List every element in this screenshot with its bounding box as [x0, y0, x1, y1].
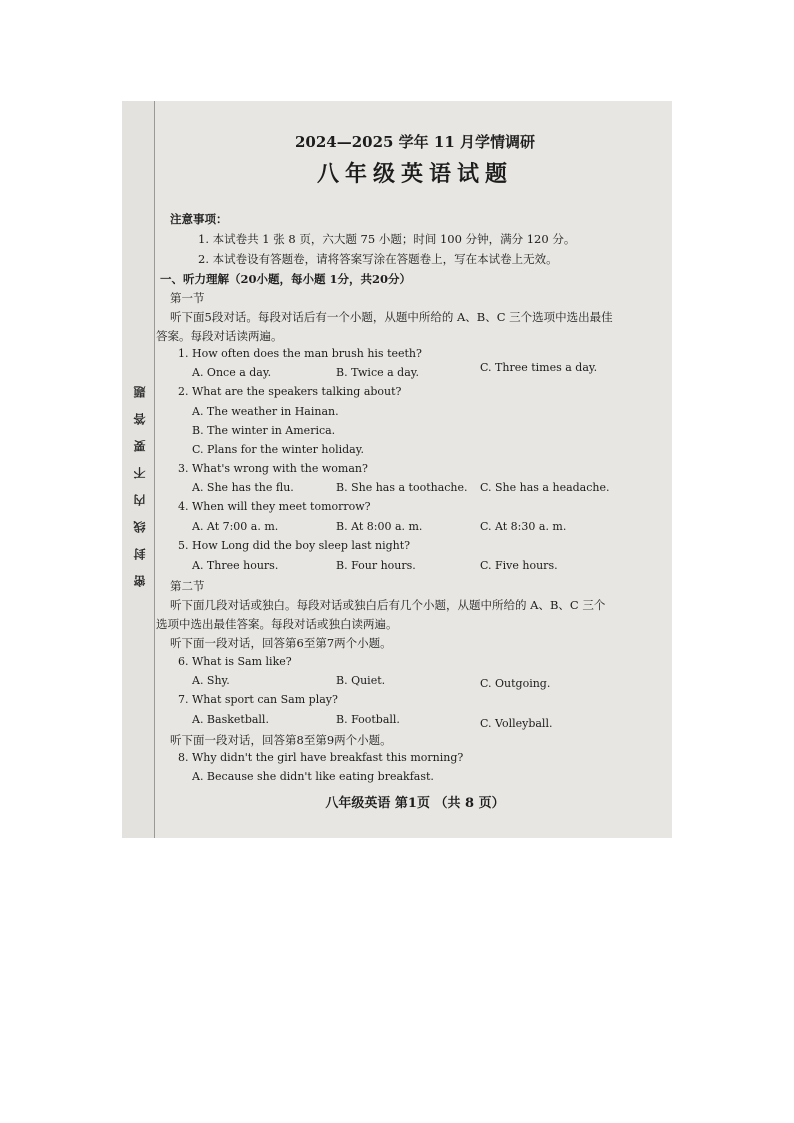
q7-option-c: C. Volleyball.	[480, 717, 553, 730]
q4-option-a: A. At 7:00 a. m.	[192, 520, 279, 533]
seal-line-strip	[122, 101, 155, 838]
section2-lead-q6-7: 听下面一段对话，回答第6至第7两个小题。	[170, 636, 392, 650]
q1-option-c: C. Three times a day.	[480, 361, 598, 374]
q2-option-c: C. Plans for the winter holiday.	[192, 443, 364, 456]
q8-stem: 8. Why didn't the girl have breakfast this morning?	[178, 751, 464, 764]
q7-option-b: B. Football.	[336, 713, 400, 726]
section1-instruction-line2: 答案。每段对话读两遍。	[156, 329, 283, 343]
q3-stem: 3. What's wrong with the woman?	[178, 462, 368, 475]
seal-line-text: 密封线内不要答题	[133, 371, 147, 587]
notes-item-2: 2. 本试卷设有答题卷，请将答案写涂在答题卷上，写在本试卷上无效。	[198, 252, 558, 266]
section2-label: 第二节	[170, 579, 205, 593]
q6-option-b: B. Quiet.	[336, 674, 386, 687]
q3-option-b: B. She has a toothache.	[336, 481, 468, 494]
q4-stem: 4. When will they meet tomorrow?	[178, 500, 371, 513]
q4-option-c: C. At 8:30 a. m.	[480, 520, 567, 533]
q7-option-a: A. Basketball.	[192, 713, 269, 726]
exam-title-line2: 八年级英语试题	[316, 161, 513, 187]
q1-option-b: B. Twice a day.	[336, 366, 420, 379]
section1-instruction-line1: 听下面5段对话。每段对话后有一个小题，从题中所给的 A、B、C 三个选项中选出最佳	[170, 310, 613, 324]
q3-option-a: A. She has the flu.	[192, 481, 294, 494]
exam-page-photo	[122, 101, 672, 838]
q5-stem: 5. How Long did the boy sleep last night?	[178, 539, 411, 552]
q4-option-b: B. At 8:00 a. m.	[336, 520, 423, 533]
q2-option-a: A. The weather in Hainan.	[192, 405, 339, 418]
q8-option-a: A. Because she didn't like eating breakfast.	[192, 770, 434, 783]
section1-label: 第一节	[170, 291, 205, 305]
section2-instruction-line2: 选项中选出最佳答案。每段对话或独白读两遍。	[156, 617, 398, 631]
page-footer: 八年级英语 第1页 （共 8 页）	[325, 796, 505, 811]
q1-option-a: A. Once a day.	[192, 366, 272, 379]
q5-option-b: B. Four hours.	[336, 559, 416, 572]
notes-heading: 注意事项：	[170, 212, 228, 226]
q5-option-a: A. Three hours.	[192, 559, 279, 572]
exam-title-line1: 2024—2025 学年 11 月学情调研	[294, 133, 536, 151]
q7-stem: 7. What sport can Sam play?	[178, 693, 338, 706]
section2-lead-q8-9: 听下面一段对话，回答第8至第9两个小题。	[170, 733, 392, 747]
q2-option-b: B. The winter in America.	[192, 424, 336, 437]
q3-option-c: C. She has a headache.	[480, 481, 610, 494]
notes-item-1: 1. 本试卷共 1 张 8 页，六大题 75 小题；时间 100 分钟，满分 120 分。	[198, 232, 576, 246]
q6-stem: 6. What is Sam like?	[178, 655, 292, 668]
q5-option-c: C. Five hours.	[480, 559, 558, 572]
section2-instruction-line1: 听下面几段对话或独白。每段对话或独白后有几个小题，从题中所给的 A、B、C 三个	[170, 598, 606, 612]
q2-stem: 2. What are the speakers talking about?	[178, 385, 402, 398]
q6-option-c: C. Outgoing.	[480, 677, 551, 690]
part1-heading: 一、听力理解（20小题，每小题 1分，共20分）	[160, 272, 412, 286]
q6-option-a: A. Shy.	[192, 674, 230, 687]
q1-stem: 1. How often does the man brush his teeth?	[178, 347, 422, 360]
